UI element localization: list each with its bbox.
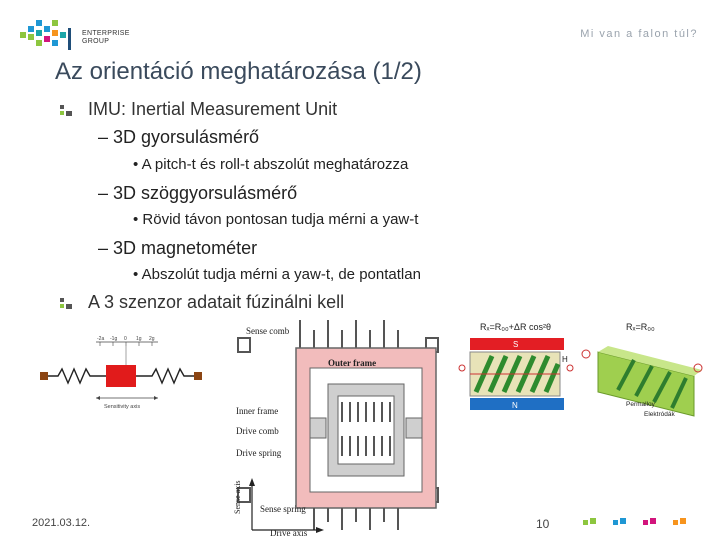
bullet-level3: • Abszolút tudja mérni a yaw-t, de pontatlan [133, 266, 421, 283]
footer-logo-dots [583, 517, 698, 527]
accel-tick-label: -1g [110, 336, 118, 342]
accel-tick-label: 1g [136, 336, 142, 342]
bullet-level2: – 3D magnetométer [98, 238, 258, 258]
bullet-level2: – 3D gyorsulásmérő [98, 127, 260, 147]
logo-text [82, 30, 130, 46]
bullet-level1: IMU: Inertial Measurement Unit [88, 99, 338, 119]
accelerometer-diagram [38, 332, 206, 416]
accel-tick-label: 0 [124, 336, 127, 342]
magneto-label: H [562, 355, 568, 364]
logo-line2: GROUP [82, 38, 110, 45]
page-number: 10 [536, 517, 550, 531]
bullet-level2: – 3D szöggyorsulásmérő [98, 183, 298, 203]
gyro-label: Sense axis [233, 480, 242, 514]
bullet-marker-icon [60, 105, 74, 117]
magneto-label: S [513, 340, 519, 349]
bullet-level1: A 3 szenzor adatait fúzinálni kell [88, 292, 345, 312]
bullet-marker-icon [60, 298, 74, 310]
slide-title: Az orientáció meghatározása (1/2) [55, 58, 422, 85]
bullet-level3: • Rövid távon pontosan tudja mérni a yaw-t [133, 211, 419, 228]
bullet-level3: • A pitch-t és roll-t abszolút meghatározza [133, 156, 409, 173]
gyro-label: Drive comb [236, 426, 279, 436]
tagline: Mi van a falon túl? [580, 28, 698, 40]
gyro-label: Inner frame [236, 406, 279, 416]
gyro-label: Sense comb [246, 326, 290, 336]
magnetometer-diagram [458, 316, 708, 424]
accel-tick-label: -2a [97, 336, 105, 342]
magneto-formula: Rₓ=R₀₀ [626, 322, 655, 332]
magneto-formula: Rₓ=R₀₀+ΔR cos²θ [480, 322, 551, 332]
accel-tick-label: 2g [149, 336, 155, 342]
gyro-label: Outer frame [328, 358, 377, 368]
gyro-label: Drive axis [270, 528, 308, 538]
gyroscope-diagram [230, 318, 452, 540]
magneto-label: N [512, 401, 518, 410]
accel-caption: Sensitivity axis [104, 404, 141, 410]
magneto-label: Elektródák [644, 411, 675, 418]
gyro-label: Sense spring [260, 504, 306, 514]
logo-line1: ENTERPRISE [82, 30, 130, 37]
magneto-label: Permalloy [626, 401, 655, 408]
gyro-label: Drive spring [236, 448, 282, 458]
footer-date: 2021.03.12. [32, 517, 91, 529]
